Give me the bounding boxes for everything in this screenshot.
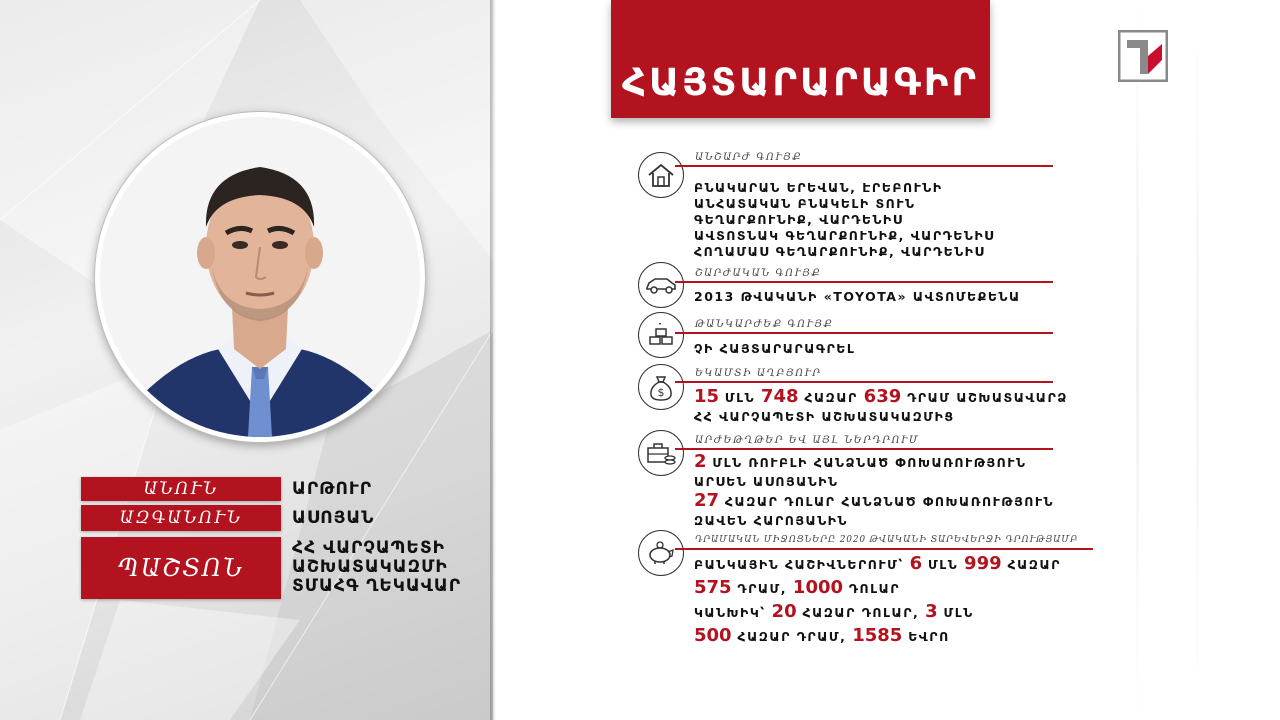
- position-line: ՀՀ ՎԱՐՉԱՊԵՏԻ: [292, 538, 445, 558]
- cash-value: 999: [964, 553, 1002, 574]
- unit-text: ՄԼՆ ՌՈՒԲԼԻ ՀԱՆՁՆԱԾ ՓՈԽԱՌՈՒԹՅՈՒՆ: [706, 455, 1027, 470]
- position-value: [292, 539, 461, 596]
- cash-value: 575: [694, 577, 732, 598]
- section-heading: ԴՐԱՄԱԿԱՆ ՄԻՋՈՑՆԵՐԸ 2020 ԹՎԱԿԱՆԻ ՏԱՐԵՎԵՐՋԻ ԴՐՈՒԹՅԱՄԲ: [675, 535, 1093, 550]
- section-body: [694, 289, 1021, 305]
- cash-on-hand-line: [694, 600, 1061, 624]
- section-body: [694, 341, 855, 357]
- unit-text: ԴՐԱՄ,: [731, 581, 793, 596]
- cash-value: 3: [925, 601, 938, 622]
- section-body: [694, 552, 1061, 648]
- section-heading: ԱՐԺԵԹՂԹԵՐ ԵՎ ԱՅԼ ՆԵՐԴՐՈՒՄ: [675, 435, 1053, 450]
- label-text: ԿԱՆԽԻԿ՝: [694, 605, 772, 620]
- bank-accounts-line-2: [694, 576, 1061, 600]
- person-photo: [100, 117, 420, 437]
- income-value: 748: [760, 386, 799, 407]
- section-heading: ՇԱՐԺԱԿԱՆ ԳՈՒՅՔ: [675, 268, 1053, 283]
- list-item: ՀՈՂԱՄԱՍ ԳԵՂԱՐՔՈՒՆԻՔ, ՎԱՐԴԵՆԻՍ: [694, 244, 986, 259]
- unit-text: ՄԼՆ: [719, 390, 761, 405]
- unit-text: ՀԱԶԱՐ ԴՐԱՄ,: [731, 629, 853, 644]
- position-line: ԱՇԽԱՏԱԿԱԶՄԻ: [292, 557, 448, 577]
- position-label: ՊԱՇՏՈՆ: [81, 537, 281, 599]
- list-item: ԱՐՍԵՆ ԱՍՈՅԱՆԻՆ: [694, 474, 839, 489]
- cash-on-hand-line-2: [694, 624, 1061, 648]
- cash-value: 500: [694, 625, 732, 646]
- income-value: 639: [863, 386, 902, 407]
- channel-one-logo: [1118, 30, 1168, 82]
- unit-text: ՀԱԶԱՐ: [1001, 557, 1061, 572]
- list-item: ԱՆՀԱՏԱԿԱՆ ԲՆԱԿԵԼԻ ՏՈՒՆ: [694, 196, 916, 211]
- unit-text: ՀԱԶԱՐ: [798, 390, 864, 405]
- section-movable-property: [638, 262, 1098, 312]
- title-banner: [611, 0, 990, 118]
- section-heading: ԵԿԱՄՏԻ ԱՂԲՅՈՒՐ: [675, 368, 1053, 383]
- loan-line: [694, 451, 1054, 474]
- loan-line: [694, 490, 1054, 513]
- section-body: [694, 180, 995, 260]
- label-text: ԲԱՆԿԱՅԻՆ ՀԱՇԻՎՆԵՐՈՒՄ՝: [694, 557, 910, 572]
- position-line: ՏՄԱՀԳ ՂԵԿԱՎԱՐ: [292, 576, 462, 596]
- cash-value: 1000: [792, 577, 844, 598]
- surname-label: ԱԶԳԱՆՈՒՆ: [81, 505, 281, 531]
- list-item: ԲՆԱԿԱՐԱՆ ԵՐԵՎԱՆ, ԷՐԵԲՈՒՆԻ: [694, 180, 943, 195]
- section-cash: [638, 530, 1098, 650]
- list-item: 2013 ԹՎԱԿԱՆԻ «TOYOTA» ԱՎՏՈՄԵՔԵՆԱ: [694, 289, 1021, 304]
- section-heading: ԹԱՆԿԱՐԺԵՔ ԳՈՒՅՔ: [675, 319, 1053, 334]
- section-real-estate: [638, 152, 1098, 262]
- section-body: [694, 386, 1068, 425]
- cash-value: 6: [909, 553, 923, 574]
- list-item: ՀՀ ՎԱՐՉԱՊԵՏԻ ԱՇԽԱՏԱԿԱԶՄԻՑ: [694, 409, 955, 424]
- unit-text: ՄԼՆ: [922, 557, 965, 572]
- section-body: [694, 451, 1054, 529]
- svg-text:$: $: [657, 386, 665, 399]
- section-valuables: [638, 312, 1098, 362]
- list-item: ԱՎՏՈՏՆԱԿ ԳԵՂԱՐՔՈՒՆԻՔ, ՎԱՐԴԵՆԻՍ: [694, 228, 995, 243]
- section-securities: [638, 430, 1098, 530]
- loan-value: 2: [694, 451, 707, 472]
- list-item: ՉԻ ՀԱՅՏԱՐԱՐԱԳՐԵԼ: [694, 341, 856, 356]
- cash-value: 20: [771, 601, 797, 622]
- unit-text: ՄԼՆ: [937, 605, 974, 620]
- unit-text: ԴՈԼԱՐ: [843, 581, 901, 596]
- income-value: 15: [694, 386, 720, 407]
- list-item: ԳԵՂԱՐՔՈՒՆԻՔ, ՎԱՐԴԵՆԻՍ: [694, 212, 904, 227]
- loan-value: 27: [694, 490, 720, 511]
- cash-value: 1585: [852, 625, 903, 646]
- surname-value: ԱՍՈՅԱՆ: [292, 508, 375, 528]
- income-amount-line: [694, 386, 1068, 409]
- bank-accounts-line: [694, 552, 1061, 576]
- name-value: ԱՐԹՈՒՐ: [292, 479, 373, 499]
- section-income-source: [638, 364, 1098, 428]
- list-item: ԶԱՎԵՆ ՀԱՐՈՅԱՆԻՆ: [694, 513, 848, 528]
- unit-text: ՀԱԶԱՐ ԴՈԼԱՐ,: [796, 605, 926, 620]
- unit-text: ԴՐԱՄ ԱՇԽԱՏԱՎԱՐՁ: [901, 390, 1068, 405]
- portrait: [95, 112, 425, 442]
- unit-text: ԵՎՐՈ: [902, 629, 950, 644]
- page-title: ՀԱՅՏԱՐԱՐԱԳԻՐ: [621, 61, 980, 104]
- unit-text: ՀԱԶԱՐ ԴՈԼԱՐ ՀԱՆՁՆԱԾ ՓՈԽԱՌՈՒԹՅՈՒՆ: [719, 494, 1054, 509]
- section-heading: ԱՆՇԱՐԺ ԳՈՒՅՔ: [675, 152, 1053, 167]
- name-label: ԱՆՈՒՆ: [81, 477, 281, 501]
